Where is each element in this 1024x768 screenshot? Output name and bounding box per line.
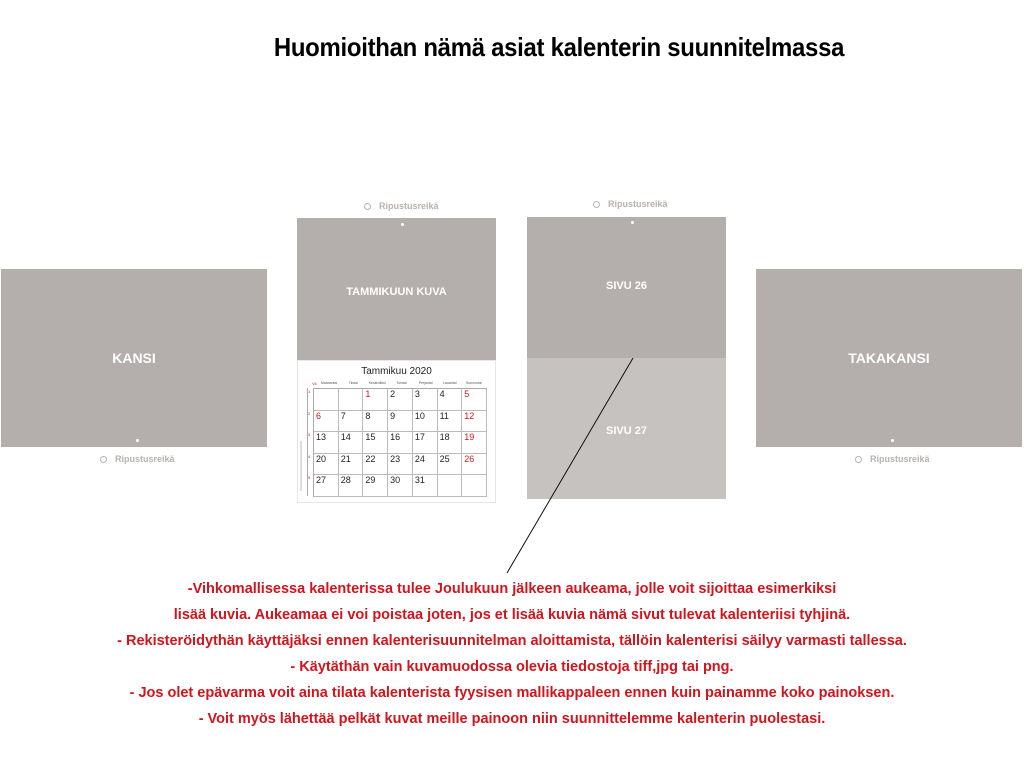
day-number: 8 bbox=[365, 410, 371, 421]
day-number: 20 bbox=[316, 453, 327, 464]
week-number: 3 bbox=[308, 432, 311, 438]
day-number: 19 bbox=[464, 432, 475, 443]
day-number: 12 bbox=[464, 410, 475, 421]
note-line: - Rekisteröidythän käyttäjäksi ennen kalenterisuunnitelman aloittamista, tällöin kalenterisi säilyy varmasti tallessa. bbox=[117, 633, 907, 649]
day-number: 21 bbox=[340, 453, 351, 464]
week-number: 1 bbox=[308, 389, 311, 394]
weekday-label: Keskiviikko bbox=[368, 381, 386, 385]
notes-list bbox=[0, 576, 1024, 732]
day-number: 2 bbox=[390, 389, 396, 399]
weekday-label: Maanantai bbox=[320, 381, 338, 385]
day-number: 26 bbox=[464, 453, 475, 464]
hanging-hole-label: Ripustusreikä bbox=[870, 454, 930, 464]
note-line: - Voit myös lähettää pelkät kuvat meille painoon niin suunnittelemme kalenterin puolestasi. bbox=[198, 711, 826, 727]
hanging-hole-label: Ripustusreikä bbox=[379, 201, 439, 211]
day-number: 23 bbox=[390, 453, 401, 464]
day-number: 7 bbox=[340, 410, 346, 421]
week-number-header: Vk bbox=[312, 381, 317, 386]
january-image-label: TAMMIKUUN KUVA bbox=[346, 286, 447, 298]
day-number: 5 bbox=[464, 389, 470, 399]
page-26-label: SIVU 26 bbox=[606, 279, 647, 292]
back-cover-label: TAKAKANSI bbox=[848, 350, 930, 366]
week-number: 2 bbox=[308, 410, 311, 416]
day-number: 24 bbox=[414, 453, 425, 464]
day-number: 11 bbox=[439, 410, 449, 421]
note-line: -Vihkomallisessa kalenterissa tulee Joulukuun jälkeen aukeama, jolle voit sijoittaa esimerkiksi bbox=[187, 581, 837, 597]
weekday-label: Torstai bbox=[396, 381, 407, 385]
note-line: - Käytäthän vain kuvamuodossa olevia tiedostoja tiff,jpg tai png. bbox=[290, 659, 734, 675]
note-line: lisää kuvia. Aukeamaa ei voi poistaa joten, jos et lisää kuvia nämä sivut tulevat kalenteriisi tyhjinä. bbox=[173, 607, 851, 623]
day-number: 6 bbox=[316, 410, 322, 421]
day-number: 17 bbox=[414, 432, 425, 443]
day-number: 28 bbox=[340, 475, 351, 486]
day-number: 3 bbox=[414, 389, 420, 399]
weekday-label: Tiistai bbox=[348, 381, 358, 385]
day-number: 18 bbox=[439, 432, 450, 443]
hanging-hole-label: Ripustusreikä bbox=[115, 454, 175, 464]
day-number: 10 bbox=[414, 410, 425, 421]
note-line: - Jos olet epävarma voit aina tilata kalenterista fyysisen mallikappaleen ennen kuin painamme koko painoksen. bbox=[129, 685, 895, 701]
day-number: 9 bbox=[390, 410, 396, 421]
page-27-label: SIVU 27 bbox=[606, 424, 647, 437]
pointer-line bbox=[507, 358, 633, 573]
day-number: 13 bbox=[316, 432, 327, 443]
day-number: 4 bbox=[439, 389, 445, 399]
weekday-label: Lauantai bbox=[443, 381, 457, 385]
week-number: 4 bbox=[308, 453, 311, 459]
day-number: 1 bbox=[365, 389, 371, 399]
day-number: 15 bbox=[365, 432, 376, 443]
day-number: 16 bbox=[390, 432, 401, 443]
hanging-hole-label: Ripustusreikä bbox=[608, 199, 668, 209]
day-number: 22 bbox=[365, 453, 376, 464]
day-number: 29 bbox=[365, 475, 376, 486]
weekday-label: Sunnuntai bbox=[466, 381, 482, 385]
weekday-label: Perjantai bbox=[418, 381, 433, 385]
week-number: 5 bbox=[308, 475, 311, 481]
day-number: 14 bbox=[340, 432, 351, 443]
day-number: 31 bbox=[414, 475, 425, 486]
day-number: 27 bbox=[316, 475, 327, 486]
day-number: 30 bbox=[390, 475, 401, 486]
calendar-title: Tammikuu 2020 bbox=[361, 366, 432, 377]
page-title: Huomioithan nämä asiat kalenterin suunnitelmassa bbox=[273, 32, 845, 62]
front-cover-label: KANSI bbox=[112, 350, 156, 366]
day-number: 25 bbox=[439, 453, 450, 464]
